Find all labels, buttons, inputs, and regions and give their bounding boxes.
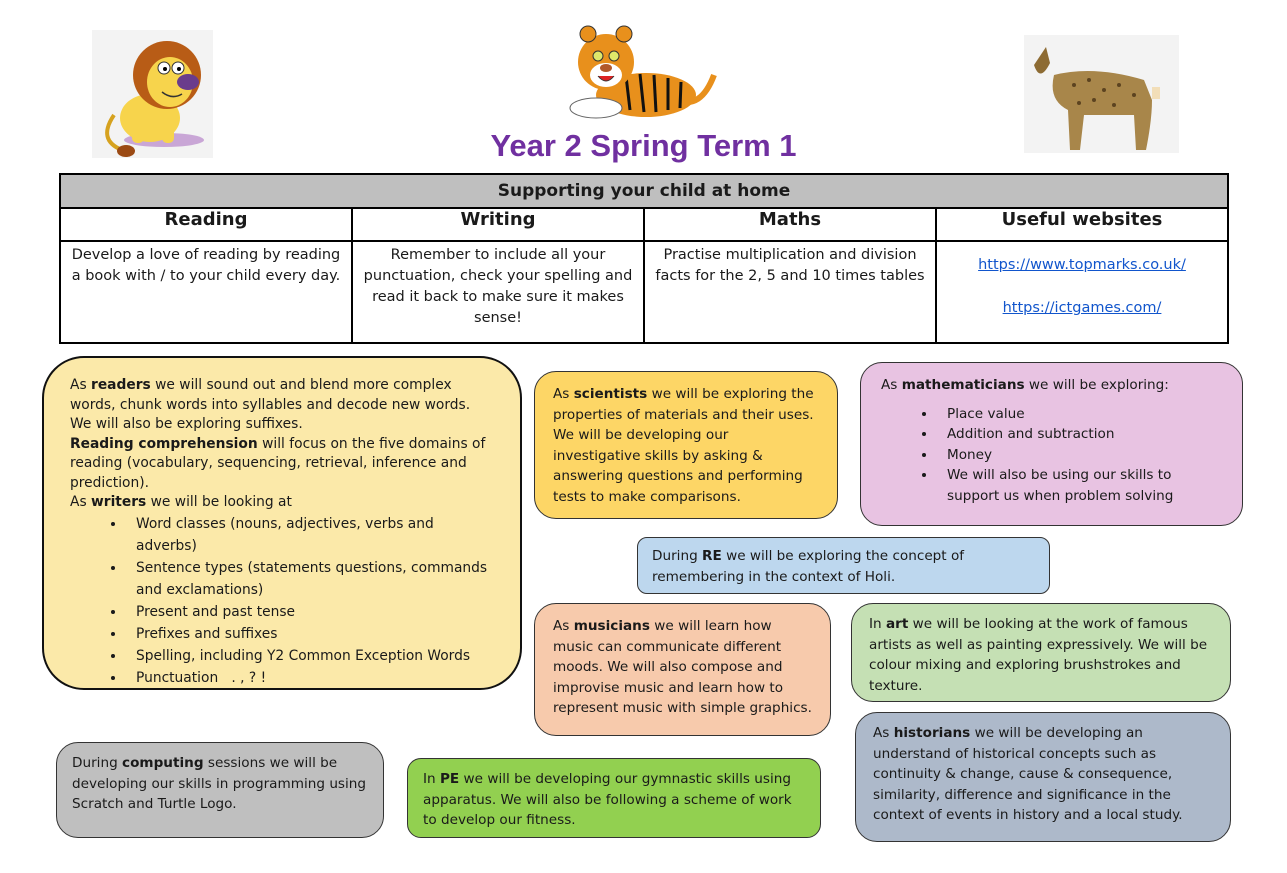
column-heading-websites: Useful websites xyxy=(936,208,1228,241)
writers-list xyxy=(70,513,494,689)
re-box: During RE we will be exploring the concept of remembering in the context of Holi. xyxy=(637,537,1050,594)
list-item: • Sentence types (statements questions, commands and exclamations) xyxy=(126,557,494,601)
list-item: • Spelling, including Y2 Common Exception Words xyxy=(126,645,494,667)
support-table xyxy=(59,173,1229,344)
ictgames-link[interactable]: https://ictgames.com/ xyxy=(1002,300,1162,316)
list-item: • Punctuation . , ? ! xyxy=(126,667,494,689)
writing-tip: Remember to include all your punctuation, check your spelling and read it back to make sure it makes sense! xyxy=(352,241,644,343)
history-box: As historians we will be developing an understand of historical concepts such as continuity & change, cause & consequence, similarity, difference and significance in the context of events in history and a local study. xyxy=(855,712,1231,842)
topmarks-link[interactable]: https://www.topmarks.co.uk/ xyxy=(978,257,1186,273)
music-box: As musicians we will learn how music can communicate different moods. We will also compose and improvise music and learn how to represent music with simple graphics. xyxy=(534,603,831,736)
list-item: • Addition and subtraction xyxy=(937,424,1222,445)
maths-tip: Practise multiplication and division facts for the 2, 5 and 10 times tables xyxy=(644,241,936,343)
readers-paragraph: As readers we will sound out and blend more complex words, chunk words into syllables and decode new words. We will also be exploring suffixes. xyxy=(70,377,471,432)
column-heading-reading: Reading xyxy=(60,208,352,241)
reading-comprehension-paragraph: Reading comprehension will focus on the five domains of reading (vocabulary, sequencing, retrieval, inference and prediction). xyxy=(70,435,486,491)
list-item: • We will also be using our skills to support us when problem solving xyxy=(937,465,1222,506)
list-item: • Place value xyxy=(937,404,1222,425)
computing-box: During computing sessions we will be developing our skills in programming using Scratch and Turtle Logo. xyxy=(56,742,384,838)
list-item: • Prefixes and suffixes xyxy=(126,623,494,645)
column-heading-maths: Maths xyxy=(644,208,936,241)
tiger-image xyxy=(566,20,718,124)
readers-box xyxy=(42,356,522,690)
list-item: • Word classes (nouns, adjectives, verbs and adverbs) xyxy=(126,513,494,557)
art-box: In art we will be looking at the work of famous artists as well as painting expressively. We will be colour mixing and exploring brushstrokes and texture. xyxy=(851,603,1231,702)
websites-cell xyxy=(936,241,1228,343)
list-item: • Present and past tense xyxy=(126,601,494,623)
writers-paragraph: As writers we will be looking at xyxy=(70,494,292,510)
science-box: As scientists we will be exploring the properties of materials and their uses. We will be developing our investigative skills by asking & answering questions and performing tests to make comparisons. xyxy=(534,371,838,519)
column-heading-writing: Writing xyxy=(352,208,644,241)
maths-list xyxy=(881,404,1222,507)
maths-box: As mathematicians we will be exploring: • Place value • Addition and subtraction • Money • We will also be using our skills to support us when problem solving xyxy=(860,362,1243,526)
pe-box: In PE we will be developing our gymnastic skills using apparatus. We will also be following a scheme of work to develop our fitness. xyxy=(407,758,821,838)
reading-tip: Develop a love of reading by reading a book with / to your child every day. xyxy=(60,241,352,343)
page-title: Year 2 Spring Term 1 xyxy=(490,128,797,163)
list-item: • Money xyxy=(937,445,1222,466)
support-banner: Supporting your child at home xyxy=(60,174,1228,208)
